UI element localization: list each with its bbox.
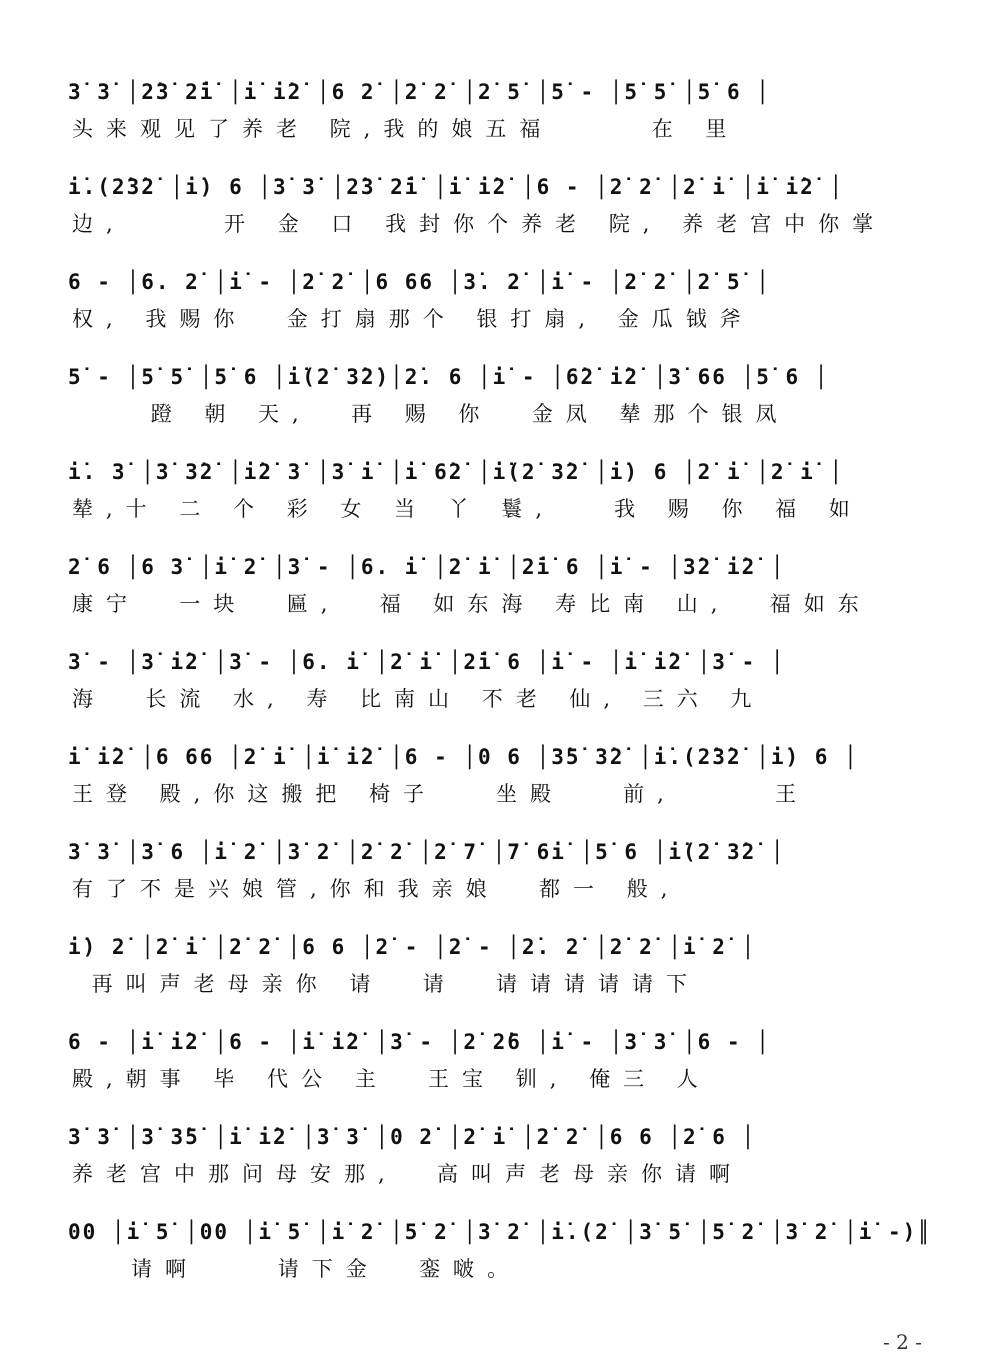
system-12 [68,1117,938,1197]
system-4 [68,357,938,437]
notation-line: 6 - │6. 2̇ │i̇ - │2̇ 2̇ │6 66 │3̇. 2̇ │i̇ - │2̇ 2̇ │2̇ 5̇ │ [68,270,771,294]
notation-line: 3̇ 3̇ │3̇ 6 │i̇ 2̇ │3̇ 2̇ │2̇ 2̇ │2̇ 7̇ │7̇ 6i̇ │5̇ 6 │i̇(2̇ 3̇2̇ │ [68,840,786,864]
system-6 [68,547,938,627]
lyric-line: 王登 殿,你这搬把 椅子 坐殿 前, 王 [72,782,810,806]
system-10 [68,927,938,1007]
lyric-line: 蹬 朝 天, 再 赐 你 金凤 辇那个银凤 [72,402,790,426]
lyric-line: 有了不是兴娘管,你和我亲娘 都一 般, [72,877,681,901]
notation-line: i̇ i̇2̇ │6 66 │2̇ i̇ │i̇ i̇2̇ │6 - │0 6 │3̇5̇ 3̇2̇ │i̇.(2̇3̇2̇ │i̇) 6 │ [68,745,859,769]
lyric-line: 康宁 一块 匾, 福 如东海 寿比南 山, 福如东 [72,592,872,616]
notation-line: 3̇ - │3̇ i̇2̇ │3̇ - │6. i̇ │2̇ i̇ │2̇i̇ 6 │i̇ - │i̇ i̇2̇ │3̇ - │ [68,650,786,674]
lyric-line: 请啊 请下金 銮啵。 [72,1257,522,1281]
notation-line: i̇.(2̇3̇2̇ │i̇) 6 │3̇ 3̇ │2̇3̇ 2̇i̇ │i̇ i̇2̇ │6 - │2̇ 2̇ │2̇ i̇ │i̇ i̇2̇ │ [68,175,845,199]
lyric-line: 辇,十 二 个 彩 女 当 丫 鬟, 我 赐 你 福 如 [72,497,863,521]
notation-line: 3̇ 3̇ │3̇ 3̇5̇ │i̇ i̇2̇ │3̇ 3̇ │0 2̇ │2̇ i̇ │2̇ 2̇ │6 6 │2̇ 6 │ [68,1125,757,1149]
notation-line: 2̇ 6 │6 3̇ │i̇ 2̇ │3̇ - │6. i̇ │2̇ i̇ │2̇i̇ 6 │i̇ - │3̇2̇ i̇2̇ │ [68,555,786,579]
system-3 [68,262,938,342]
system-8 [68,737,938,817]
system-7 [68,642,938,722]
system-5 [68,452,938,532]
system-1 [68,72,938,152]
lyric-line: 海 长流 水, 寿 比南山 不老 仙, 三六 九 [72,687,765,711]
notation-line: 00 │i̇ 5̇ │00 │i̇ 5̇ │i̇ 2̇ │5̇ 2̇ │3̇ 2̇ │i̇.(2̇ │3̇ 5̇ │5̇ 2̇ │3̇ 2̇ │i̇ -)║ [68,1220,932,1244]
lyric-line: 权, 我赐你 金打扇那个 银打扇, 金瓜钺斧 [72,307,754,331]
lyric-line: 边, 开 金 口 我封你个养老 院, 养老宫中你掌 [72,212,887,236]
page-number: - 2 - [883,1330,922,1354]
lyric-line: 头来观见了养老 院,我的娘五福 在 里 [72,117,740,141]
system-13 [68,1212,938,1292]
notation-line: 5̇ - │5̇ 5̇ │5̇ 6 │i̇(2̇ 3̇2̇)│2̇. 6 │i̇ - │6̇2̇ i̇2̇ │3̇ 66 │5̇ 6 │ [68,365,830,389]
notation-line: i̇. 3̇ │3̇ 3̇2̇ │i̇2̇ 3̇ │3̇ i̇ │i̇ 6̇2̇ │i̇(2̇ 3̇2̇ │i̇) 6 │2̇ i̇ │2̇ i̇ │ [68,460,845,484]
lyric-line: 养老宫中那问母安那, 高叫声老母亲你请啊 [72,1162,744,1186]
system-9 [68,832,938,912]
system-2 [68,167,938,247]
notation-line: 6 - │i̇ i̇2̇ │6 - │i̇ i̇2̇ │3̇ - │2̇ 2̇6 │i̇ - │3̇ 3̇ │6 - │ [68,1030,771,1054]
notation-line: i̇) 2̇ │2̇ i̇ │2̇ 2̇ │6 6 │2̇ - │2̇ - │2̇. 2̇ │2̇ 2̇ │i̇ 2̇ │ [68,935,757,959]
system-11 [68,1022,938,1102]
lyric-line: 再叫声老母亲你 请 请 请请请请请下 [72,972,701,996]
lyric-line: 殿,朝事 毕 代公 主 王宝 钏, 俺三 人 [72,1067,711,1091]
notation-line: 3̇ 3̇ │2̇3̇ 2̇i̇ │i̇ i̇2̇ │6 2̇ │2̇ 2̇ │2̇ 5̇ │5̇ - │5̇ 5̇ │5̇ 6 │ [68,80,771,104]
